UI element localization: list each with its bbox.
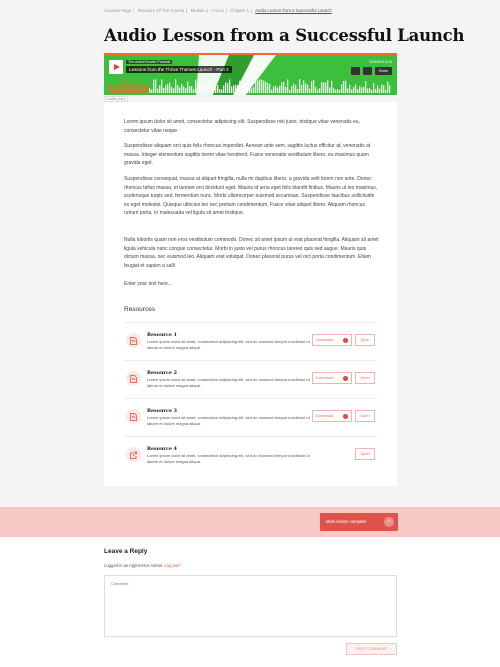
waveform-bar xyxy=(255,82,256,93)
waveform-bar xyxy=(379,89,380,93)
resource-description: Lorem ipsum dolor sit amet, consectetur adipiscing elit, sed do eiusmod tempor incididunt ut labore et dolore magna aliqua. xyxy=(147,339,310,351)
waveform-bar xyxy=(321,82,322,93)
download-label: Download xyxy=(316,338,333,342)
waveform-bar xyxy=(155,79,156,93)
waveform-bar xyxy=(269,84,270,93)
paragraph-5: Enter your text here... xyxy=(124,281,173,287)
breadcrumb-item-module[interactable]: Module 1 - Focus xyxy=(190,8,224,13)
breadcrumb-item-chapter[interactable]: Chapter 1 xyxy=(230,8,250,13)
waveform-bar xyxy=(201,85,202,93)
waveform-bar xyxy=(181,84,182,93)
waveform-bar xyxy=(339,90,340,93)
resource-title: Resource 4 xyxy=(147,446,177,452)
resource-item xyxy=(124,322,377,360)
resource-title: Resource 3 xyxy=(147,408,177,414)
waveform-bar xyxy=(139,87,140,93)
waveform-bar xyxy=(295,85,296,93)
download-label: Download xyxy=(316,414,333,418)
waveform-bar xyxy=(365,81,366,93)
mark-complete-label: Mark lesson complete xyxy=(326,519,367,524)
waveform-bar xyxy=(275,86,276,93)
external-link-icon xyxy=(126,447,141,462)
waveform-bar xyxy=(381,85,382,93)
waveform-bar xyxy=(353,87,354,93)
waveform-bar xyxy=(261,80,262,93)
waveform-bar xyxy=(219,89,220,93)
cookie-policy-link[interactable]: Cookie policy xyxy=(106,97,126,101)
waveform-bar xyxy=(187,81,188,93)
download-arrow-icon: ↓ xyxy=(344,376,347,380)
waveform-bar xyxy=(301,85,302,93)
waveform-bar xyxy=(265,82,266,93)
resource-title: Resource 2 xyxy=(147,370,177,376)
waveform-bar xyxy=(237,85,238,93)
waveform-bar xyxy=(119,84,120,93)
waveform-bar xyxy=(375,89,376,93)
waveform-bar xyxy=(129,87,130,93)
waveform-bar xyxy=(291,86,292,93)
waveform-bar xyxy=(347,88,348,93)
waveform-bar xyxy=(203,87,204,93)
waveform-bar xyxy=(387,82,388,93)
waveform-bar xyxy=(271,90,272,93)
waveform-bar xyxy=(125,84,126,93)
waveform-bar xyxy=(179,87,180,93)
episode-title[interactable]: Lessons from the Thrive Themes Launch - Part 2 xyxy=(126,66,232,73)
waveform-bar xyxy=(163,88,164,93)
waveform-bar xyxy=(175,79,176,93)
download-icon[interactable] xyxy=(351,67,360,75)
waveform-bar xyxy=(145,84,146,93)
waveform-bar xyxy=(267,83,268,93)
player-actions xyxy=(351,67,392,75)
pdf-icon xyxy=(126,333,141,348)
waveform-bar xyxy=(157,89,158,93)
waveform-bar xyxy=(297,89,298,93)
waveform-bar xyxy=(377,86,378,93)
waveform-bar xyxy=(325,83,326,93)
download-label: Download xyxy=(316,376,333,380)
waveform-bar xyxy=(151,89,152,93)
waveform-bar xyxy=(121,89,122,93)
waveform-bar xyxy=(117,85,118,93)
waveform-bar xyxy=(299,79,300,93)
waveform-bar xyxy=(319,88,320,93)
waveform-bar xyxy=(135,89,136,93)
waveform-bar xyxy=(293,84,294,93)
waveform-bar xyxy=(355,85,356,93)
waveform-bar xyxy=(343,81,344,93)
waveform-bar xyxy=(215,88,216,93)
waveform-bar xyxy=(239,81,240,93)
waveform-bar xyxy=(289,90,290,93)
waveform-bar xyxy=(221,89,222,93)
waveform-bar xyxy=(209,82,210,93)
reply-heading: Leave a Reply xyxy=(104,548,148,555)
waveform-bar xyxy=(279,86,280,93)
open-button[interactable]: Open xyxy=(355,410,375,422)
waveform-bar xyxy=(109,85,110,93)
waveform-bar xyxy=(383,85,384,93)
breadcrumb-item-structure[interactable]: Structure Of The Course xyxy=(137,8,185,13)
waveform-bar xyxy=(283,82,284,93)
waveform-bar xyxy=(309,89,310,93)
waveform-bar xyxy=(367,88,368,93)
waveform-bar xyxy=(131,81,132,93)
waveform-bar xyxy=(259,79,260,93)
waveform-bar xyxy=(141,83,142,93)
logged-in-text xyxy=(104,563,181,568)
open-button[interactable]: Open xyxy=(355,448,375,460)
waveform-bar xyxy=(315,87,316,93)
download-button[interactable] xyxy=(312,372,352,384)
page-title: Audio Lesson from a Successful Launch xyxy=(104,26,465,45)
waveform-bar xyxy=(189,86,190,93)
waveform-bar xyxy=(253,87,254,93)
waveform-bar xyxy=(241,85,242,93)
resource-description: Lorem ipsum dolor sit amet, consectetur adipiscing elit, sed do eiusmod tempor incididunt ut labore et dolore magna aliqua. xyxy=(147,415,310,427)
waveform-bar xyxy=(287,79,288,93)
waveform-bar xyxy=(357,89,358,93)
resources-heading: Resources xyxy=(124,306,156,313)
waveform-bar xyxy=(207,86,208,93)
waveform-bar xyxy=(183,86,184,93)
waveform-bar xyxy=(113,89,114,93)
waveform-bar xyxy=(243,85,244,93)
post-comment-button[interactable]: POST COMMENT xyxy=(346,643,397,655)
waveform-bar xyxy=(257,81,258,93)
waveform-bar xyxy=(197,87,198,93)
breadcrumb: Courses Page | Structure Of The Course | Module 1 - Focus | Chapter 1 | Audio Lesson from a Successful Launch xyxy=(104,8,332,13)
logged-in-prefix: Logged in as Apprentice-Admin. xyxy=(104,563,164,568)
waveform-bar xyxy=(335,90,336,93)
waveform-bar xyxy=(389,85,390,93)
breadcrumb-item-current: Audio Lesson from a Successful Launch xyxy=(255,8,332,13)
waveform-bar xyxy=(327,80,328,93)
waveform-bar xyxy=(169,83,170,93)
waveform-bar xyxy=(165,85,166,93)
waveform-bar xyxy=(373,83,374,93)
waveform-bar xyxy=(127,85,128,93)
waveform-bar xyxy=(111,84,112,93)
resource-item xyxy=(124,436,377,474)
waveform-bar xyxy=(307,85,308,93)
waveform-bar xyxy=(317,90,318,93)
open-button[interactable]: Open xyxy=(355,334,375,346)
check-icon: ✓ xyxy=(384,517,394,527)
waveform-bar xyxy=(195,80,196,93)
waveform-bar xyxy=(245,87,246,93)
waveform-bar xyxy=(329,87,330,93)
pdf-icon xyxy=(126,371,141,386)
waveform-bar xyxy=(229,79,230,93)
waveform-bar xyxy=(323,82,324,93)
download-arrow-icon: ↓ xyxy=(344,414,347,418)
waveform-bar xyxy=(123,80,124,93)
audio-player[interactable] xyxy=(104,53,397,95)
waveform-bar xyxy=(385,90,386,93)
waveform-bar xyxy=(331,81,332,93)
waveform-bar xyxy=(185,88,186,93)
waveform[interactable] xyxy=(109,77,392,93)
waveform-bar xyxy=(369,88,370,93)
breadcrumb-item-courses[interactable]: Courses Page xyxy=(104,8,132,13)
waveform-bar xyxy=(285,87,286,93)
download-arrow-icon: ↓ xyxy=(344,338,347,342)
resource-title: Resource 1 xyxy=(147,332,177,338)
play-button[interactable] xyxy=(109,60,123,74)
resource-description: Lorem ipsum dolor sit amet, consectetur adipiscing elit, sed do eiusmod tempor incididunt ut labore et dolore magna aliqua. xyxy=(147,377,310,389)
waveform-bar xyxy=(177,85,178,93)
resource-description: Lorem ipsum dolor sit amet, consectetur adipiscing elit, sed do eiusmod tempor incididunt ut labore et dolore magna aliqua. xyxy=(147,453,310,465)
waveform-bar xyxy=(213,89,214,93)
waveform-bar xyxy=(359,86,360,93)
waveform-bar xyxy=(281,82,282,93)
waveform-bar xyxy=(191,86,192,93)
waveform-bar xyxy=(199,80,200,93)
waveform-bar xyxy=(251,89,252,93)
pdf-icon xyxy=(126,409,141,424)
waveform-bar xyxy=(205,83,206,93)
waveform-bar xyxy=(161,79,162,93)
waveform-bar xyxy=(153,80,154,93)
waveform-bar xyxy=(349,85,350,93)
logout-link[interactable]: Log out? xyxy=(164,563,181,568)
soundcloud-logo[interactable]: SOUNDCLOUD xyxy=(369,60,392,64)
waveform-bar xyxy=(235,85,236,93)
open-button[interactable]: Open xyxy=(355,372,375,384)
waveform-bar xyxy=(193,89,194,93)
waveform-bar xyxy=(345,81,346,93)
waveform-bar xyxy=(225,83,226,93)
waveform-bar xyxy=(303,80,304,93)
waveform-bar xyxy=(211,83,212,93)
waveform-bar xyxy=(171,87,172,93)
waveform-bar xyxy=(233,85,234,93)
paragraph-2: Suspendisse aliquam orci quis felis rhoncus imperdiet. Aenean ante sem, sagittis luctus efficitur at, venenatis at massa. Integer elementum sagittis lorem vitae hendrerit. Fusce venenatis vestibulum libero, eu maximus quam gravida eget. xyxy=(124,143,371,167)
waveform-bar xyxy=(159,85,160,93)
waveform-bar xyxy=(313,80,314,93)
waveform-bar xyxy=(217,85,218,93)
waveform-bar xyxy=(263,81,264,93)
paragraph-4: Nulla lobortis quam non eros vestibulum commodo. Donec sit amet ipsum ut erat placerat fringilla. Aliquam sit amet ligula vehicula nunc congue consectetur. Morbi in justo vel purus rhoncus laoreet quis sed augue. Mauris quis dictum massa, nec euismod leo. Aliquam erat volutpat. Donec placerat purus vel orci porta condimentum. Etiam feugiat et sapien a salli xyxy=(124,237,379,269)
mark-lesson-complete-button[interactable] xyxy=(320,513,398,531)
waveform-bar xyxy=(167,84,168,93)
download-button[interactable] xyxy=(312,410,352,422)
waveform-bar xyxy=(351,89,352,93)
download-button[interactable] xyxy=(312,334,352,346)
waveform-bar xyxy=(137,85,138,93)
waveform-bar xyxy=(311,81,312,93)
waveform-bar xyxy=(115,87,116,93)
waveform-bar xyxy=(337,89,338,93)
waveform-bar xyxy=(133,83,134,93)
resource-item xyxy=(124,398,377,436)
share-button[interactable]: Share xyxy=(375,67,392,75)
waveform-bar xyxy=(247,87,248,93)
waveform-bar xyxy=(143,88,144,93)
waveform-bar xyxy=(341,84,342,93)
podcast-name[interactable]: The ActiveGrowth Podcast xyxy=(128,60,171,64)
waveform-bar xyxy=(227,83,228,93)
completion-bar xyxy=(0,507,500,537)
like-icon[interactable] xyxy=(363,67,372,75)
waveform-bar xyxy=(371,90,372,93)
waveform-bar xyxy=(231,86,232,93)
waveform-bar xyxy=(333,88,334,93)
waveform-bar xyxy=(147,85,148,93)
waveform-bar xyxy=(273,86,274,93)
waveform-bar xyxy=(223,85,224,93)
paragraph-1: Lorem ipsum dolor sit amet, consectetur adipiscing elit. Suspendisse nisi justo, tristique vitae venenatis eu, consectetur vitae neque. xyxy=(124,119,360,134)
resource-item xyxy=(124,360,377,398)
waveform-bar xyxy=(249,82,250,93)
paragraph-3: Suspendisse consequat, massa at aliquet fringilla, nulla mi dapibus libero, a gravida velit lorem non ante. Donec rhoncus tellus massa, et laoreet orci tincidunt eget. Mauris id urna eget felis blandit finibus. Mauris ut leo maximus, scelerisque turpis sed, fermentum nunc. Morbi ullamcorper euismod accumsan. Suspendisse faucibus sollicitudin ex eget molestie. Quisque ultricies leo nec pretium condimentum. Fusce vitae aliquet libero. Aliquam rhoncus rutrum porta. In malesuada vel ligula sit amet tristique. xyxy=(124,176,378,217)
waveform-bar xyxy=(173,88,174,93)
waveform-bar xyxy=(149,88,150,93)
waveform-bar xyxy=(363,87,364,93)
waveform-bar xyxy=(361,87,362,93)
waveform-bar xyxy=(305,84,306,93)
waveform-bar xyxy=(277,88,278,93)
comment-input[interactable] xyxy=(104,575,397,637)
